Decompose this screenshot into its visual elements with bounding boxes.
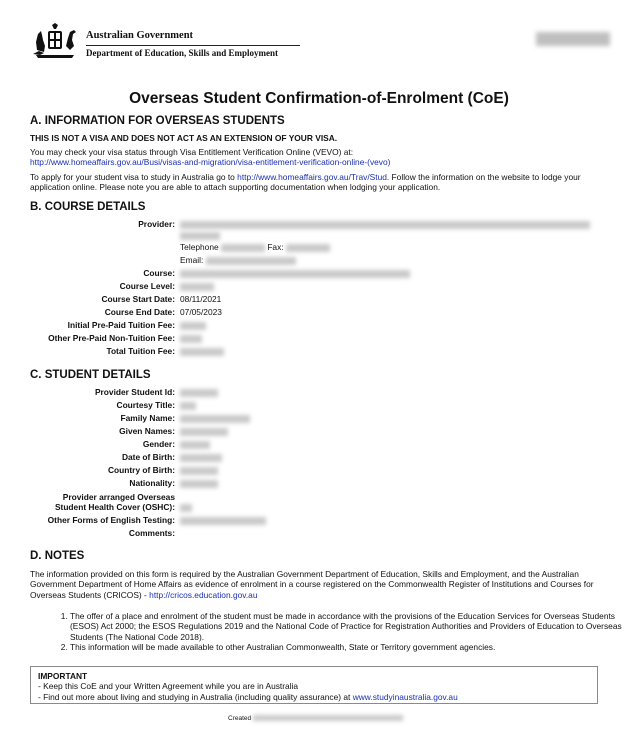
total-fee-label: Total Tuition Fee: — [106, 346, 175, 356]
initial-fee-label: Initial Pre-Paid Tuition Fee: — [67, 320, 175, 330]
nationality-label: Nationality: — [129, 478, 175, 488]
english-testing-value-redacted — [180, 515, 266, 525]
courtesy-title-value-redacted — [180, 400, 196, 410]
total-fee-value-redacted — [180, 346, 224, 356]
course-value-redacted — [180, 268, 410, 278]
note-item: 2. This information will be made available to other Australian Commonwealth, State or Territory government agencies. — [70, 642, 638, 652]
country-of-birth-value-redacted — [180, 465, 218, 475]
homeaffairs-stud-link[interactable]: http://www.homeaffairs.gov.au/Trav/Stud — [237, 172, 387, 182]
oshc-value-redacted — [180, 502, 192, 512]
gender-label: Gender: — [142, 439, 175, 449]
comments-label: Comments: — [128, 528, 175, 538]
header-rule — [86, 45, 300, 46]
provider-value-redacted — [180, 219, 590, 240]
email-label: Email: — [180, 255, 204, 265]
course-level-value-redacted — [180, 281, 214, 291]
studyinaustralia-link[interactable]: www.studyinaustralia.gov.au — [352, 691, 458, 702]
document-header — [30, 22, 610, 62]
important-line-2-text: - Find out more about living and studying in Australia (including quality assurance) at — [38, 691, 353, 702]
section-b-heading: B. COURSE DETAILS — [30, 201, 146, 213]
cricos-link[interactable]: http://cricos.education.gov.au — [149, 589, 258, 600]
start-date-label: Course Start Date: — [101, 294, 175, 304]
section-d-heading: D. NOTES — [30, 550, 85, 562]
vevo-link[interactable]: http://www.homeaffairs.gov.au/Busi/visas-and-migration/visa-entitlement-verification-online-(vevo) — [30, 157, 391, 168]
provider-label: Provider: — [138, 219, 175, 229]
apply-text-post: . Follow the information on the website to lodge your application online. Please note you are able to attach supporting documentation when lodging your application. — [30, 172, 581, 193]
vevo-paragraph — [30, 147, 610, 168]
section-c-heading: C. STUDENT DETAILS — [30, 369, 151, 381]
end-date-value: 07/05/2023 — [180, 307, 222, 317]
nationality-value-redacted — [180, 478, 218, 488]
gov-branding — [86, 30, 300, 59]
given-names-value-redacted — [180, 426, 228, 436]
end-date-label: Course End Date: — [104, 307, 175, 317]
course-label: Course: — [143, 268, 175, 278]
created-footer — [228, 715, 403, 722]
note-item: 1. The offer of a place and enrolment of the student must be made in accordance with the provisions of the Education Services for Overseas Students (ESOS) Act 2000; the ESOS Regulations 2019 and the National Code of Practice for Registration Authorities and Providers of Education to Overseas Students (The National Code 2018). — [70, 611, 638, 642]
apply-text-pre: To apply for your student visa to study in Australia go to — [30, 172, 238, 182]
courtesy-title-label: Courtesy Title: — [116, 400, 175, 410]
created-value-redacted — [253, 715, 403, 721]
department-name: Department of Education, Skills and Employment — [86, 48, 279, 58]
given-names-label: Given Names: — [119, 426, 175, 436]
initial-fee-value-redacted — [180, 320, 206, 330]
notes-paragraph — [30, 569, 610, 600]
oshc-label — [0, 492, 175, 512]
oshc-label-line-2: Student Health Cover (OSHC): — [54, 502, 175, 512]
important-line-2 — [38, 692, 590, 702]
redacted-document-code — [536, 32, 610, 46]
important-heading: IMPORTANT — [38, 671, 88, 681]
contact-line — [180, 242, 330, 252]
dob-value-redacted — [180, 452, 222, 462]
page-title: Overseas Student Confirmation-of-Enrolment (CoE) — [129, 90, 509, 107]
country-of-birth-label: Country of Birth: — [108, 465, 175, 475]
government-name: Australian Government — [86, 30, 194, 41]
important-box — [30, 666, 598, 704]
notes-list — [30, 611, 638, 653]
family-name-value-redacted — [180, 413, 250, 423]
visa-warning: THIS IS NOT A VISA AND DOES NOT ACT AS AN EXTENSION OF YOUR VISA. — [30, 133, 338, 143]
start-date-value: 08/11/2021 — [180, 294, 222, 304]
student-id-value-redacted — [180, 387, 218, 397]
dob-label: Date of Birth: — [121, 452, 175, 462]
email-line — [180, 255, 296, 265]
student-id-label: Provider Student Id: — [94, 387, 175, 397]
important-line-1: - Keep this CoE and your Written Agreement while you are in Australia — [38, 681, 299, 692]
created-label: Created — [228, 715, 252, 722]
section-a-heading: A. INFORMATION FOR OVERSEAS STUDENTS — [30, 115, 285, 127]
course-level-label: Course Level: — [119, 281, 175, 291]
other-fee-value-redacted — [180, 333, 202, 343]
other-fee-label: Other Pre-Paid Non-Tuition Fee: — [48, 333, 175, 343]
telephone-label: Telephone — [180, 242, 219, 252]
fax-label: Fax: — [267, 242, 284, 252]
gender-value-redacted — [180, 439, 210, 449]
oshc-label-line-1: Provider arranged Overseas — [62, 492, 175, 502]
vevo-text: You may check your visa status through Visa Entitlement Verification Online (VEVO) at: — [30, 147, 354, 157]
notes-text: The information provided on this form is required by the Australian Government Department of Education, Skills and Employment, and the Australian Government Department of Home Affairs as evidence of enrolment in a course registered on the Commonwealth Register of Institutions and Courses for Overseas Students (CRICOS) - — [30, 569, 594, 600]
family-name-label: Family Name: — [120, 413, 175, 423]
english-testing-label: Other Forms of English Testing: — [47, 515, 175, 525]
coat-of-arms-icon — [30, 22, 80, 60]
apply-paragraph — [30, 172, 610, 193]
